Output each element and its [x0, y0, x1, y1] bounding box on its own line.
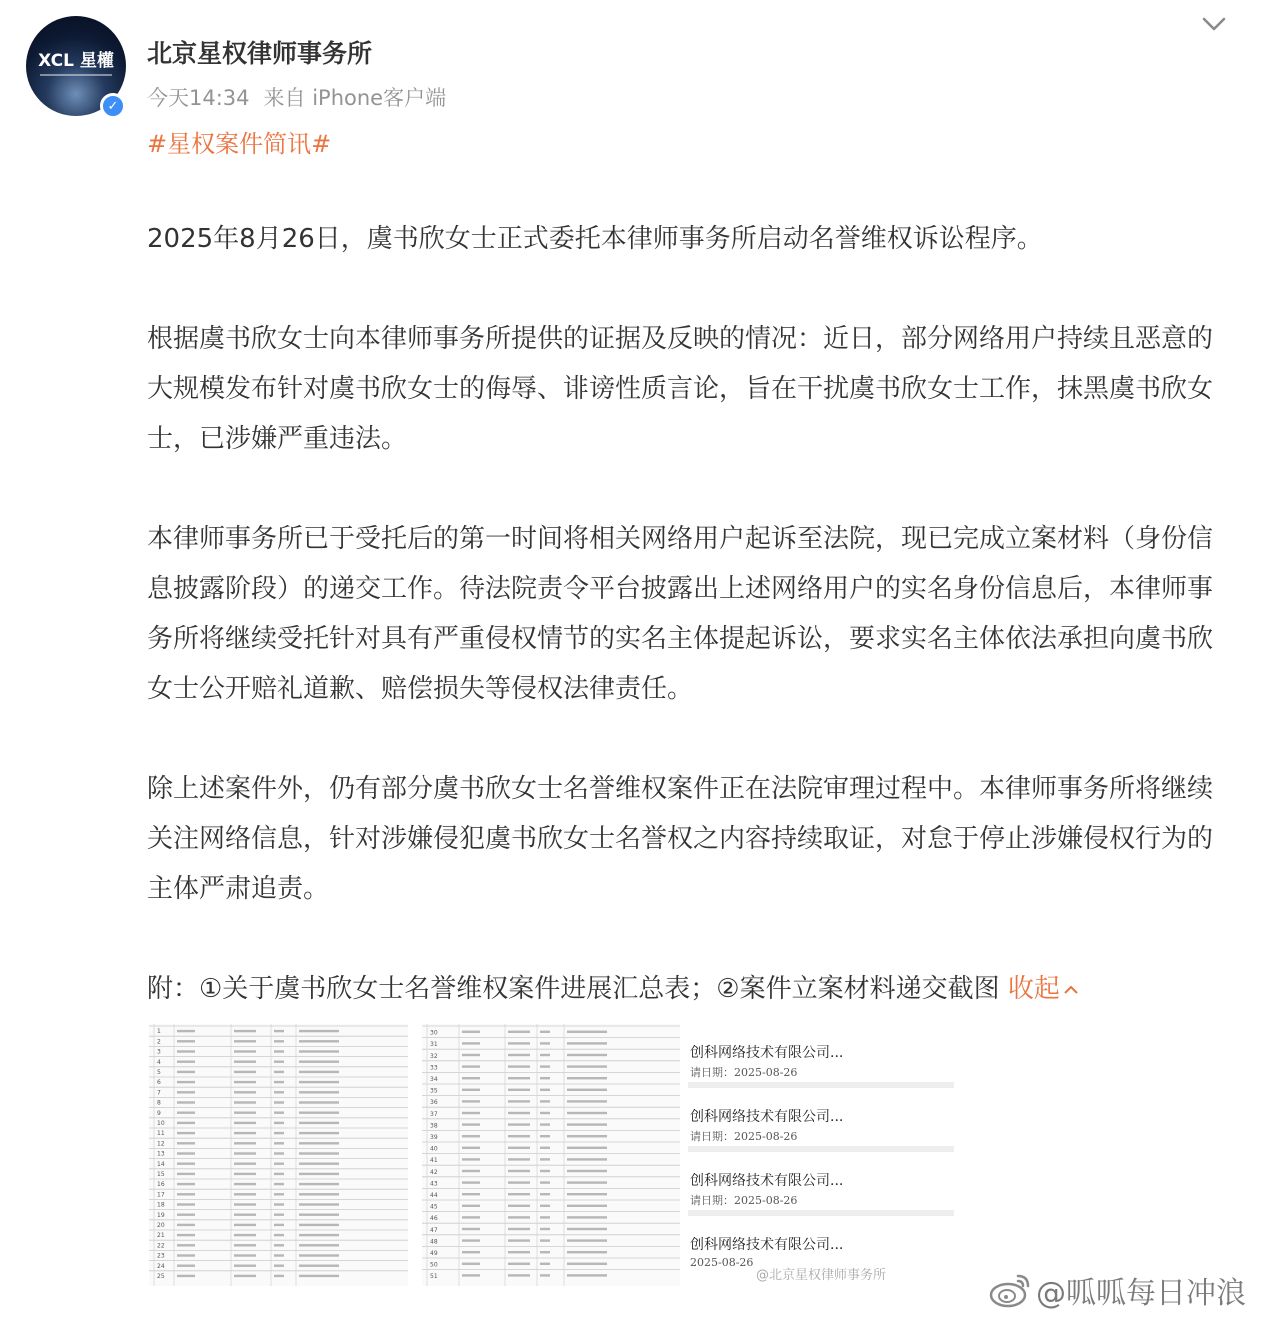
filing-date: 2025-08-26 — [690, 1256, 754, 1269]
verified-badge-icon: ✓ — [100, 93, 126, 119]
table-row-number: 41 — [430, 1157, 438, 1165]
case-table-image-2 — [422, 1024, 680, 1286]
table-row-number: 43 — [430, 1180, 438, 1188]
filing-company: 创科网络技术有限公司... — [690, 1237, 844, 1253]
table-row-number: 20 — [157, 1222, 165, 1229]
table-row-number: 16 — [157, 1181, 165, 1189]
table-row-number: 42 — [430, 1168, 438, 1176]
image-thumbnail-3[interactable] — [688, 1024, 954, 1286]
filing-date: 请日期：2025-08-26 — [690, 1066, 798, 1079]
post-source: 来自 iPhone客户端 — [263, 86, 447, 110]
attachment-note: 附：①关于虞书欣女士名誉维权案件进展汇总表；②案件立案材料递交截图 — [147, 974, 1000, 1004]
table-row-number: 7 — [157, 1089, 161, 1097]
watermark-text: @呱呱每日冲浪 — [1036, 1276, 1246, 1311]
table-row-number: 36 — [430, 1099, 438, 1107]
table-row-number: 49 — [430, 1250, 438, 1257]
table-row-number: 21 — [157, 1232, 165, 1240]
filing-item — [688, 1088, 954, 1148]
table-row-number: 14 — [157, 1160, 165, 1168]
chevron-down-icon[interactable] — [1200, 10, 1228, 38]
table-row-number: 31 — [430, 1041, 438, 1049]
table-row-number: 50 — [430, 1261, 438, 1269]
filing-date: 请日期：2025-08-26 — [690, 1194, 798, 1207]
filing-company: 创科网络技术有限公司... — [690, 1109, 844, 1125]
paragraph-5 — [147, 964, 1219, 1014]
paragraph-4: 除上述案件外，仍有部分虞书欣女士名誉维权案件正在法院审理过程中。本律师事务所将继续关注网络信息，针对涉嫌侵犯虞书欣女士名誉权之内容持续取证，对怠于停止涉嫌侵权行为的主体严肃追责。 — [147, 774, 1214, 904]
collapse-label: 收起 — [1007, 974, 1060, 1004]
hashtag-link[interactable]: #星权案件简讯# — [147, 130, 332, 158]
table-row-number: 5 — [157, 1069, 161, 1076]
table-row-number: 40 — [430, 1145, 438, 1153]
paragraph-1: 2025年8月26日，虞书欣女士正式委托本律师事务所启动名誉维权诉讼程序。 — [147, 224, 1043, 254]
table-row-number: 38 — [430, 1122, 438, 1130]
table-row-number: 2 — [157, 1038, 161, 1046]
table-row-number: 19 — [157, 1211, 165, 1219]
paragraph-3: 本律师事务所已于受托后的第一时间将相关网络用户起诉至法院，现已完成立案材料（身份信息披露阶段）的递交工作。待法院责令平台披露出上述网络用户的实名身份信息后，本律师事务所将继续受托针对具有严重侵权情节的实名主体提起诉讼，要求实名主体依法承担向虞书欣女士公开赔礼道歉、赔偿损失等侵权法律责任。 — [147, 524, 1214, 704]
table-row-number: 10 — [157, 1120, 165, 1127]
collapse-button[interactable] — [1008, 974, 1078, 1004]
table-row-number: 46 — [430, 1215, 438, 1223]
table-row-number: 30 — [430, 1029, 438, 1037]
table-row-number: 24 — [157, 1262, 165, 1270]
image-thumbnail-2[interactable] — [422, 1024, 680, 1286]
chevron-up-icon — [1064, 983, 1078, 997]
account-name[interactable]: 北京星权律师事务所 — [147, 39, 373, 68]
table-row-number: 9 — [157, 1109, 161, 1117]
filing-date: 请日期：2025-08-26 — [690, 1130, 798, 1143]
table-row-number: 6 — [157, 1079, 161, 1087]
table-row-number: 1 — [157, 1028, 161, 1036]
table-row-number: 11 — [157, 1130, 165, 1138]
post-time: 今天14:34 — [147, 86, 250, 110]
table-row-number: 18 — [157, 1201, 165, 1209]
avatar-logo: XCL 星權 — [38, 51, 114, 71]
table-row-number: 33 — [430, 1064, 438, 1072]
table-row-number: 15 — [157, 1171, 165, 1178]
filing-company: 创科网络技术有限公司... — [690, 1173, 844, 1189]
inner-watermark: @北京星权律师事务所 — [756, 1268, 887, 1283]
table-row-number: 48 — [430, 1238, 438, 1246]
table-row-number: 47 — [430, 1226, 438, 1234]
table-row-number: 25 — [157, 1273, 165, 1280]
post-body — [147, 214, 1219, 1014]
user-watermark — [988, 1268, 1246, 1312]
filing-item — [688, 1152, 954, 1212]
table-row-number: 8 — [157, 1099, 161, 1107]
table-row-number: 13 — [157, 1150, 165, 1158]
table-row-number: 44 — [430, 1192, 438, 1199]
post-meta — [147, 82, 446, 112]
case-table-image-1 — [149, 1024, 408, 1286]
avatar-logo-tagline — [40, 72, 112, 75]
filing-item — [688, 1024, 954, 1084]
table-row-number: 34 — [430, 1076, 438, 1083]
table-row-number: 37 — [430, 1110, 438, 1118]
table-row-number: 4 — [157, 1058, 161, 1066]
table-row-number: 35 — [430, 1087, 438, 1095]
table-row-number: 17 — [157, 1191, 165, 1199]
table-row-number: 3 — [157, 1048, 161, 1056]
table-row-number: 51 — [430, 1273, 438, 1281]
paragraph-2: 根据虞书欣女士向本律师事务所提供的证据及反映的情况：近日，部分网络用户持续且恶意的大规模发布针对虞书欣女士的侮辱、诽谤性质言论，旨在干扰虞书欣女士工作，抹黑虞书欣女士，已涉嫌严重违法。 — [147, 324, 1214, 454]
table-row-number: 23 — [157, 1252, 165, 1260]
weibo-logo-icon — [988, 1270, 1032, 1310]
table-row-number: 39 — [430, 1134, 438, 1141]
table-row-number: 22 — [157, 1242, 165, 1250]
table-row-number: 32 — [430, 1052, 438, 1060]
image-thumbnail-1[interactable] — [149, 1024, 408, 1286]
table-row-number: 45 — [430, 1203, 438, 1211]
filing-company: 创科网络技术有限公司... — [690, 1045, 844, 1061]
table-row-number: 12 — [157, 1140, 165, 1148]
